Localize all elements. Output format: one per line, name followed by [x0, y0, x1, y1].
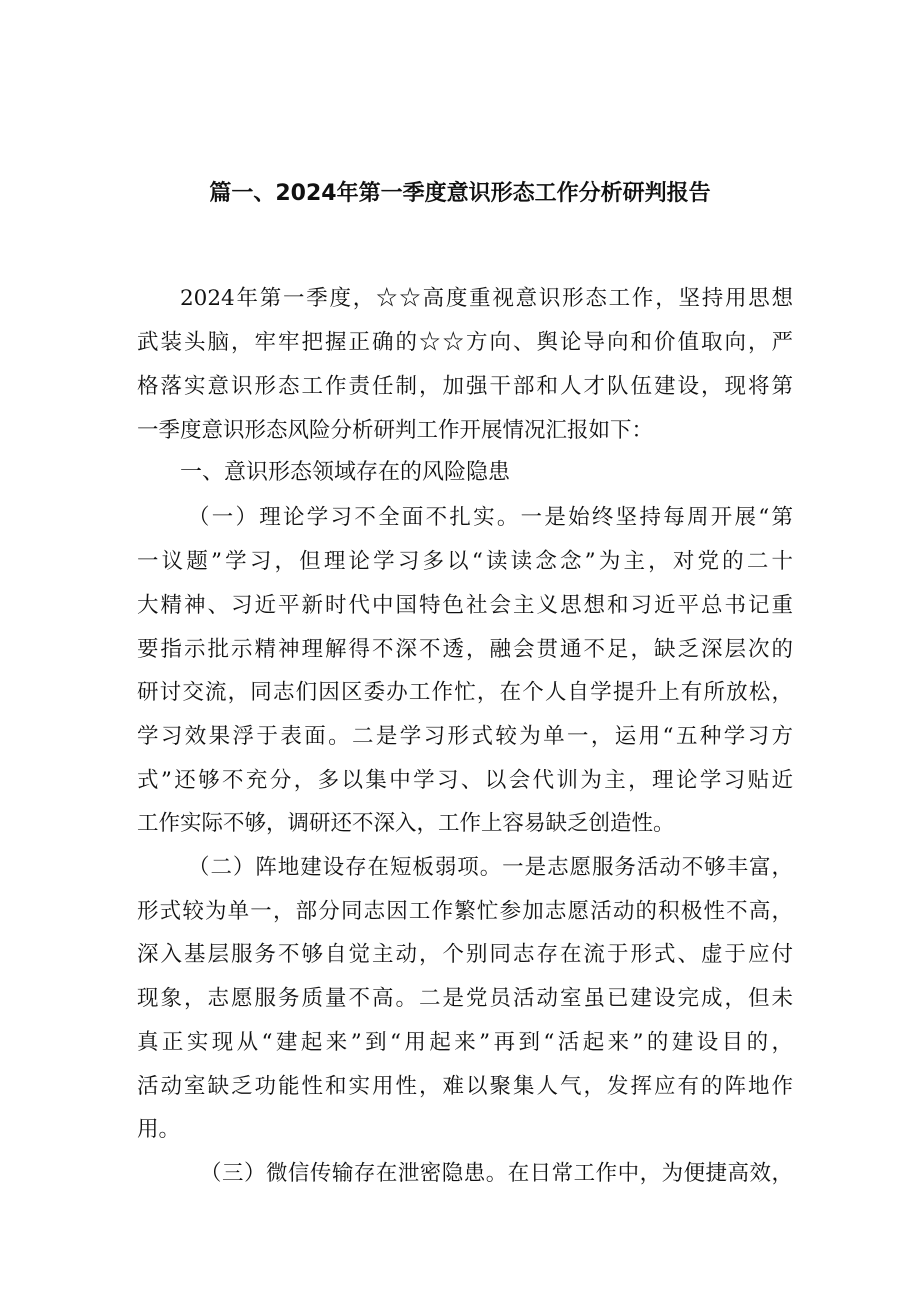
- intro-line-1: 2024年第一季度，☆☆高度重视意识形态工作，坚持用思想: [180, 286, 793, 311]
- para2-line-1: （二）阵地建设存在短板弱项。一是志愿服务活动不够丰富，: [188, 855, 793, 880]
- intro-line-2: 武装头脑，牢牢把握正确的☆☆方向、舆论导向和价值取向，严: [137, 330, 793, 355]
- section-heading: 一、意识形态领域存在的风险隐患: [180, 460, 511, 485]
- para1-line-8: 工作实际不够，调研还不深入，工作上容易缺乏创造性。: [137, 811, 675, 836]
- para2-line-2: 形式较为单一，部分同志因工作繁忙参加志愿活动的积极性不高，: [137, 899, 793, 924]
- para2-line-6: 活动室缺乏功能性和实用性，难以聚集人气，发挥应有的阵地作: [137, 1074, 793, 1099]
- para1-line-4: 要指示批示精神理解得不深不透，融会贯通不足，缺乏深层次的: [137, 637, 793, 662]
- para2-line-3: 深入基层服务不够自觉主动，个别同志存在流于形式、虚于应付: [137, 942, 793, 967]
- para2-line-4: 现象，志愿服务质量不高。二是党员活动室虽已建设完成，但未: [137, 986, 793, 1011]
- para2-line-7: 用。: [137, 1117, 181, 1142]
- para1-line-3: 大精神、习近平新时代中国特色社会主义思想和习近平总书记重: [137, 593, 793, 618]
- para1-line-5: 研讨交流，同志们因区委办工作忙，在个人自学提升上有所放松，: [137, 680, 793, 705]
- para1-line-7: 式”还够不充分，多以集中学习、以会代训为主，理论学习贴近: [137, 768, 793, 793]
- para1-line-6: 学习效果浮于表面。二是学习形式较为单一，运用“五种学习方: [137, 724, 793, 749]
- para1-line-1: （一）理论学习不全面不扎实。一是始终坚持每周开展“第: [188, 505, 793, 530]
- para1-line-2: 一议题”学习，但理论学习多以“读读念念”为主，对党的二十: [137, 549, 793, 574]
- document-title: 篇一、2024年第一季度意识形态工作分析研判报告: [209, 181, 711, 206]
- para3-line-1: （三）微信传输存在泄密隐患。在日常工作中，为便捷高效，: [200, 1161, 793, 1186]
- intro-line-3: 格落实意识形态工作责任制，加强干部和人才队伍建设，现将第: [137, 374, 793, 399]
- intro-line-4: 一季度意识形态风险分析研判工作开展情况汇报如下：: [137, 418, 654, 443]
- para2-line-5: 真正实现从“建起来”到“用起来”再到“活起来”的建设目的，: [137, 1030, 793, 1055]
